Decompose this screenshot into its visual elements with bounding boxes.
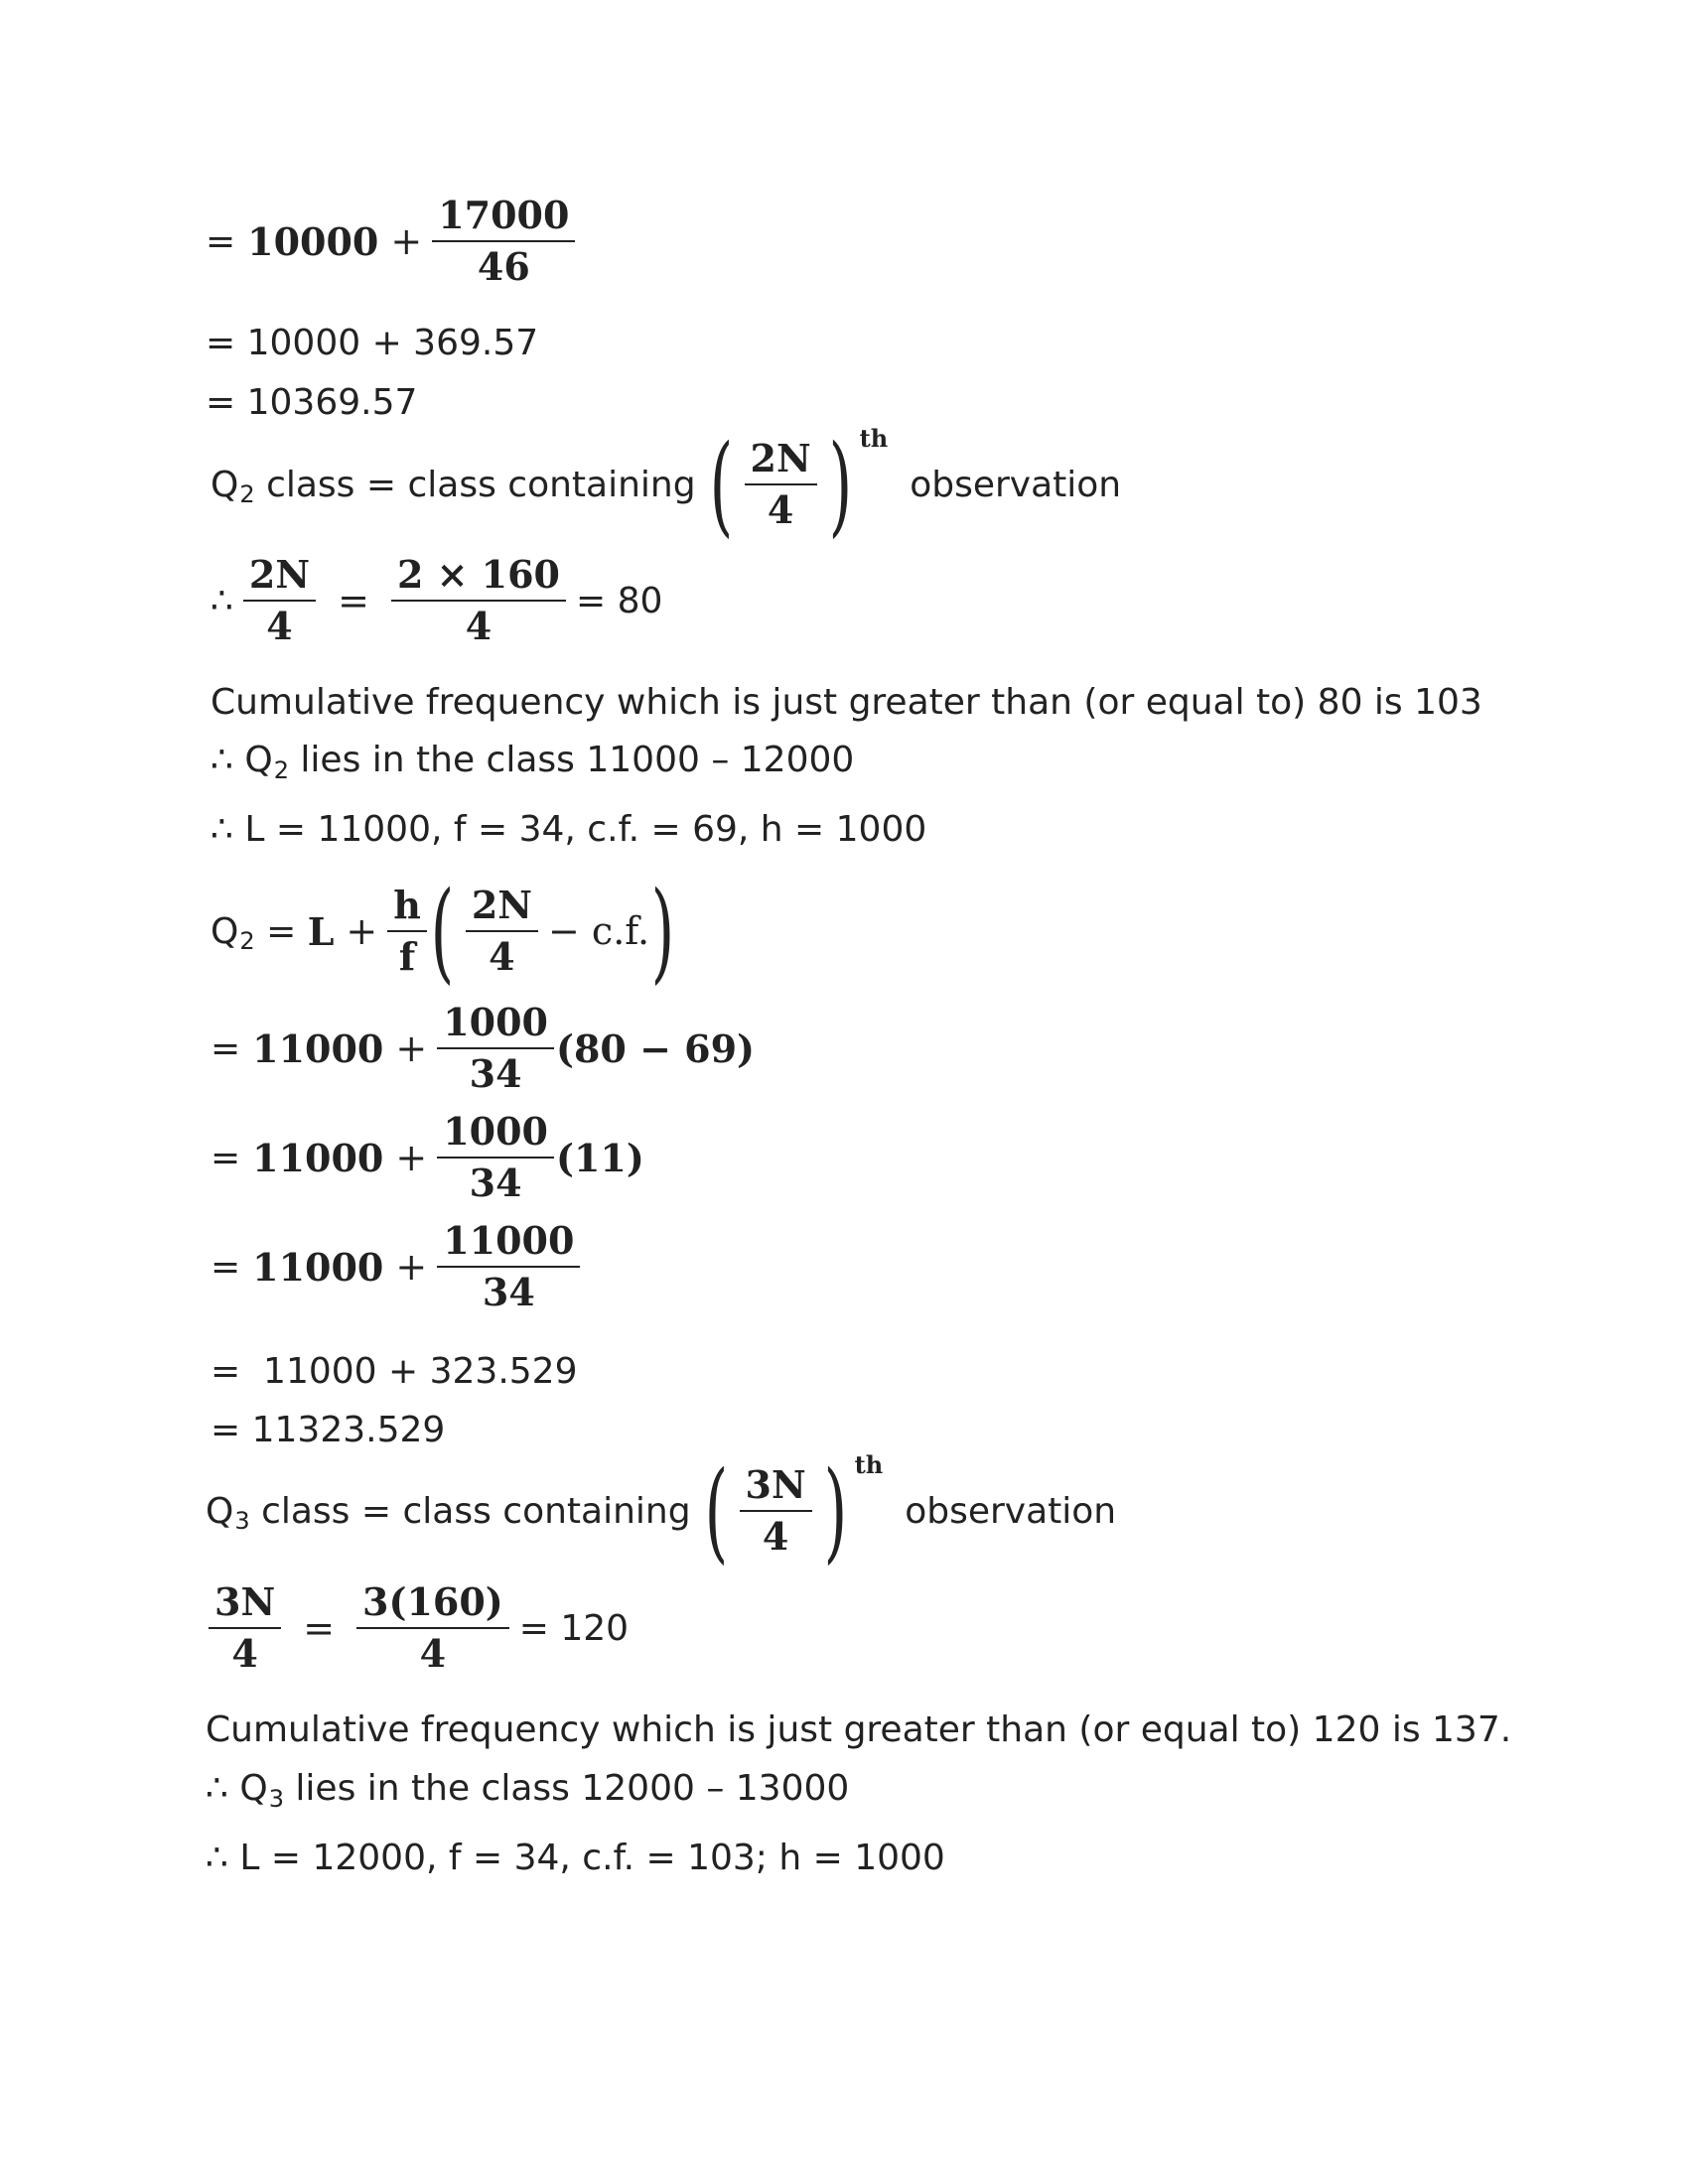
numerator: 1000: [437, 1004, 554, 1049]
l-symbol: L: [307, 908, 335, 954]
line-text: = 10369.57: [206, 382, 418, 423]
equals-sign: =: [211, 1246, 241, 1288]
q-subscript: 2: [239, 927, 255, 955]
numerator: 17000: [432, 197, 575, 242]
line-1: [206, 193, 585, 289]
fraction: [437, 1000, 554, 1096]
fraction-left: [243, 552, 316, 648]
denominator: 34: [482, 1270, 535, 1314]
denominator: 4: [465, 604, 492, 648]
line-19: [206, 1838, 945, 1878]
term: 11000: [252, 1135, 384, 1180]
plus-sign: +: [395, 1026, 428, 1070]
denominator: f: [398, 934, 416, 979]
q-symbol: Q: [211, 910, 239, 952]
q-subscript: 3: [268, 1784, 284, 1813]
fraction: [437, 1218, 580, 1314]
fraction-h-over-f: [387, 883, 427, 979]
numerator: 3N: [740, 1466, 812, 1512]
line-tail: (80 − 69): [555, 1025, 756, 1071]
term: 11000: [252, 1025, 384, 1071]
equals-sign: =: [303, 1606, 336, 1650]
numerator: 2N: [745, 440, 817, 485]
line-13: [211, 1351, 578, 1392]
line-tail: = 120: [518, 1607, 630, 1649]
term: 10000: [247, 218, 379, 264]
line-tail: observation: [910, 464, 1122, 505]
line-18: [206, 1768, 850, 1813]
left-paren: (: [704, 1447, 728, 1574]
fraction-right: [356, 1579, 509, 1676]
fraction-right: [391, 552, 566, 648]
line-3: [206, 382, 417, 423]
line-text: = 10000 + 369.57: [206, 323, 539, 363]
ordinal-superscript: th: [854, 1450, 884, 1479]
line-6: [211, 682, 1482, 723]
line-tail: = 80: [576, 580, 663, 621]
line-text: lies in the class 11000 – 12000: [288, 740, 855, 780]
fraction-left: [209, 1579, 281, 1676]
numerator: 2 × 160: [391, 556, 566, 602]
denominator: 34: [469, 1051, 522, 1096]
line-text: Cumulative frequency which is just greater than (or equal to) 80 is 103: [211, 682, 1482, 723]
numerator: 3N: [209, 1583, 281, 1629]
denominator: 4: [231, 1631, 258, 1676]
plus-sign: +: [390, 219, 423, 263]
plus-sign: +: [346, 909, 378, 953]
line-tail: (11): [555, 1135, 644, 1180]
equals-sign: =: [206, 220, 236, 262]
line-text: class = class containing: [254, 464, 696, 505]
line-text: ∴ L = 11000, f = 34, c.f. = 69, h = 1000: [211, 809, 927, 850]
fraction: [432, 193, 575, 289]
line-14: [211, 1410, 445, 1450]
therefore-q: ∴ Q: [206, 1768, 268, 1809]
right-paren: ): [650, 868, 675, 995]
right-paren: ): [828, 421, 852, 548]
plus-sign: +: [395, 1245, 428, 1289]
line-17: [206, 1709, 1511, 1750]
q-subscript: 2: [273, 755, 289, 784]
numerator: h: [387, 887, 427, 932]
numerator: 1000: [437, 1113, 554, 1159]
denominator: 4: [266, 604, 293, 648]
equals-sign: =: [211, 1027, 241, 1069]
line-text: lies in the class 12000 – 13000: [283, 1768, 850, 1809]
right-paren: ): [823, 1447, 847, 1574]
line-4: [211, 421, 1122, 548]
line-text: Cumulative frequency which is just greater than (or equal to) 120 is 137.: [206, 1709, 1512, 1750]
line-16: [199, 1579, 630, 1676]
left-paren: (: [430, 868, 455, 995]
denominator: 46: [477, 244, 530, 289]
denominator: 4: [419, 1631, 447, 1676]
left-paren: (: [709, 421, 733, 548]
numerator: 3(160): [356, 1583, 509, 1629]
q-symbol: Q: [211, 464, 239, 505]
numerator: 11000: [437, 1222, 580, 1268]
equals-sign: =: [338, 579, 369, 622]
equals-sign: =: [211, 1137, 241, 1178]
term: 11000: [252, 1244, 384, 1290]
numerator: 2N: [243, 556, 316, 602]
line-15: [206, 1447, 1117, 1574]
line-tail: observation: [905, 1490, 1117, 1532]
ordinal-superscript: th: [859, 424, 889, 453]
denominator: 4: [489, 934, 515, 979]
line-text: = 11323.529: [211, 1410, 446, 1450]
equals-sign: =: [254, 910, 308, 952]
line-7: [211, 740, 855, 784]
line-text: = 11000 + 323.529: [211, 1351, 578, 1392]
q-symbol: Q: [206, 1490, 234, 1532]
denominator: 34: [469, 1160, 522, 1205]
denominator: 4: [762, 1514, 789, 1559]
line-5: [211, 552, 663, 648]
therefore-q: ∴ Q: [211, 740, 273, 780]
therefore-symbol: ∴: [211, 580, 233, 621]
plus-sign: +: [395, 1136, 428, 1179]
line-text: class = class containing: [249, 1490, 691, 1532]
minus-cf: − c.f.: [548, 909, 650, 953]
denominator: 4: [767, 487, 794, 532]
line-12: [211, 1218, 590, 1314]
numerator: 2N: [466, 887, 538, 932]
line-text: ∴ L = 12000, f = 34, c.f. = 103; h = 1000: [206, 1838, 945, 1878]
fraction-2n-over-4: [466, 883, 538, 979]
fraction: [437, 1109, 554, 1205]
line-2: [206, 323, 538, 363]
line-8: [211, 809, 926, 850]
line-10: [211, 1000, 756, 1096]
fraction: [745, 436, 817, 532]
q-subscript: 2: [239, 480, 255, 508]
line-9: [211, 868, 676, 995]
q-subscript: 3: [234, 1507, 250, 1535]
fraction: [740, 1462, 812, 1559]
line-11: [211, 1109, 644, 1205]
